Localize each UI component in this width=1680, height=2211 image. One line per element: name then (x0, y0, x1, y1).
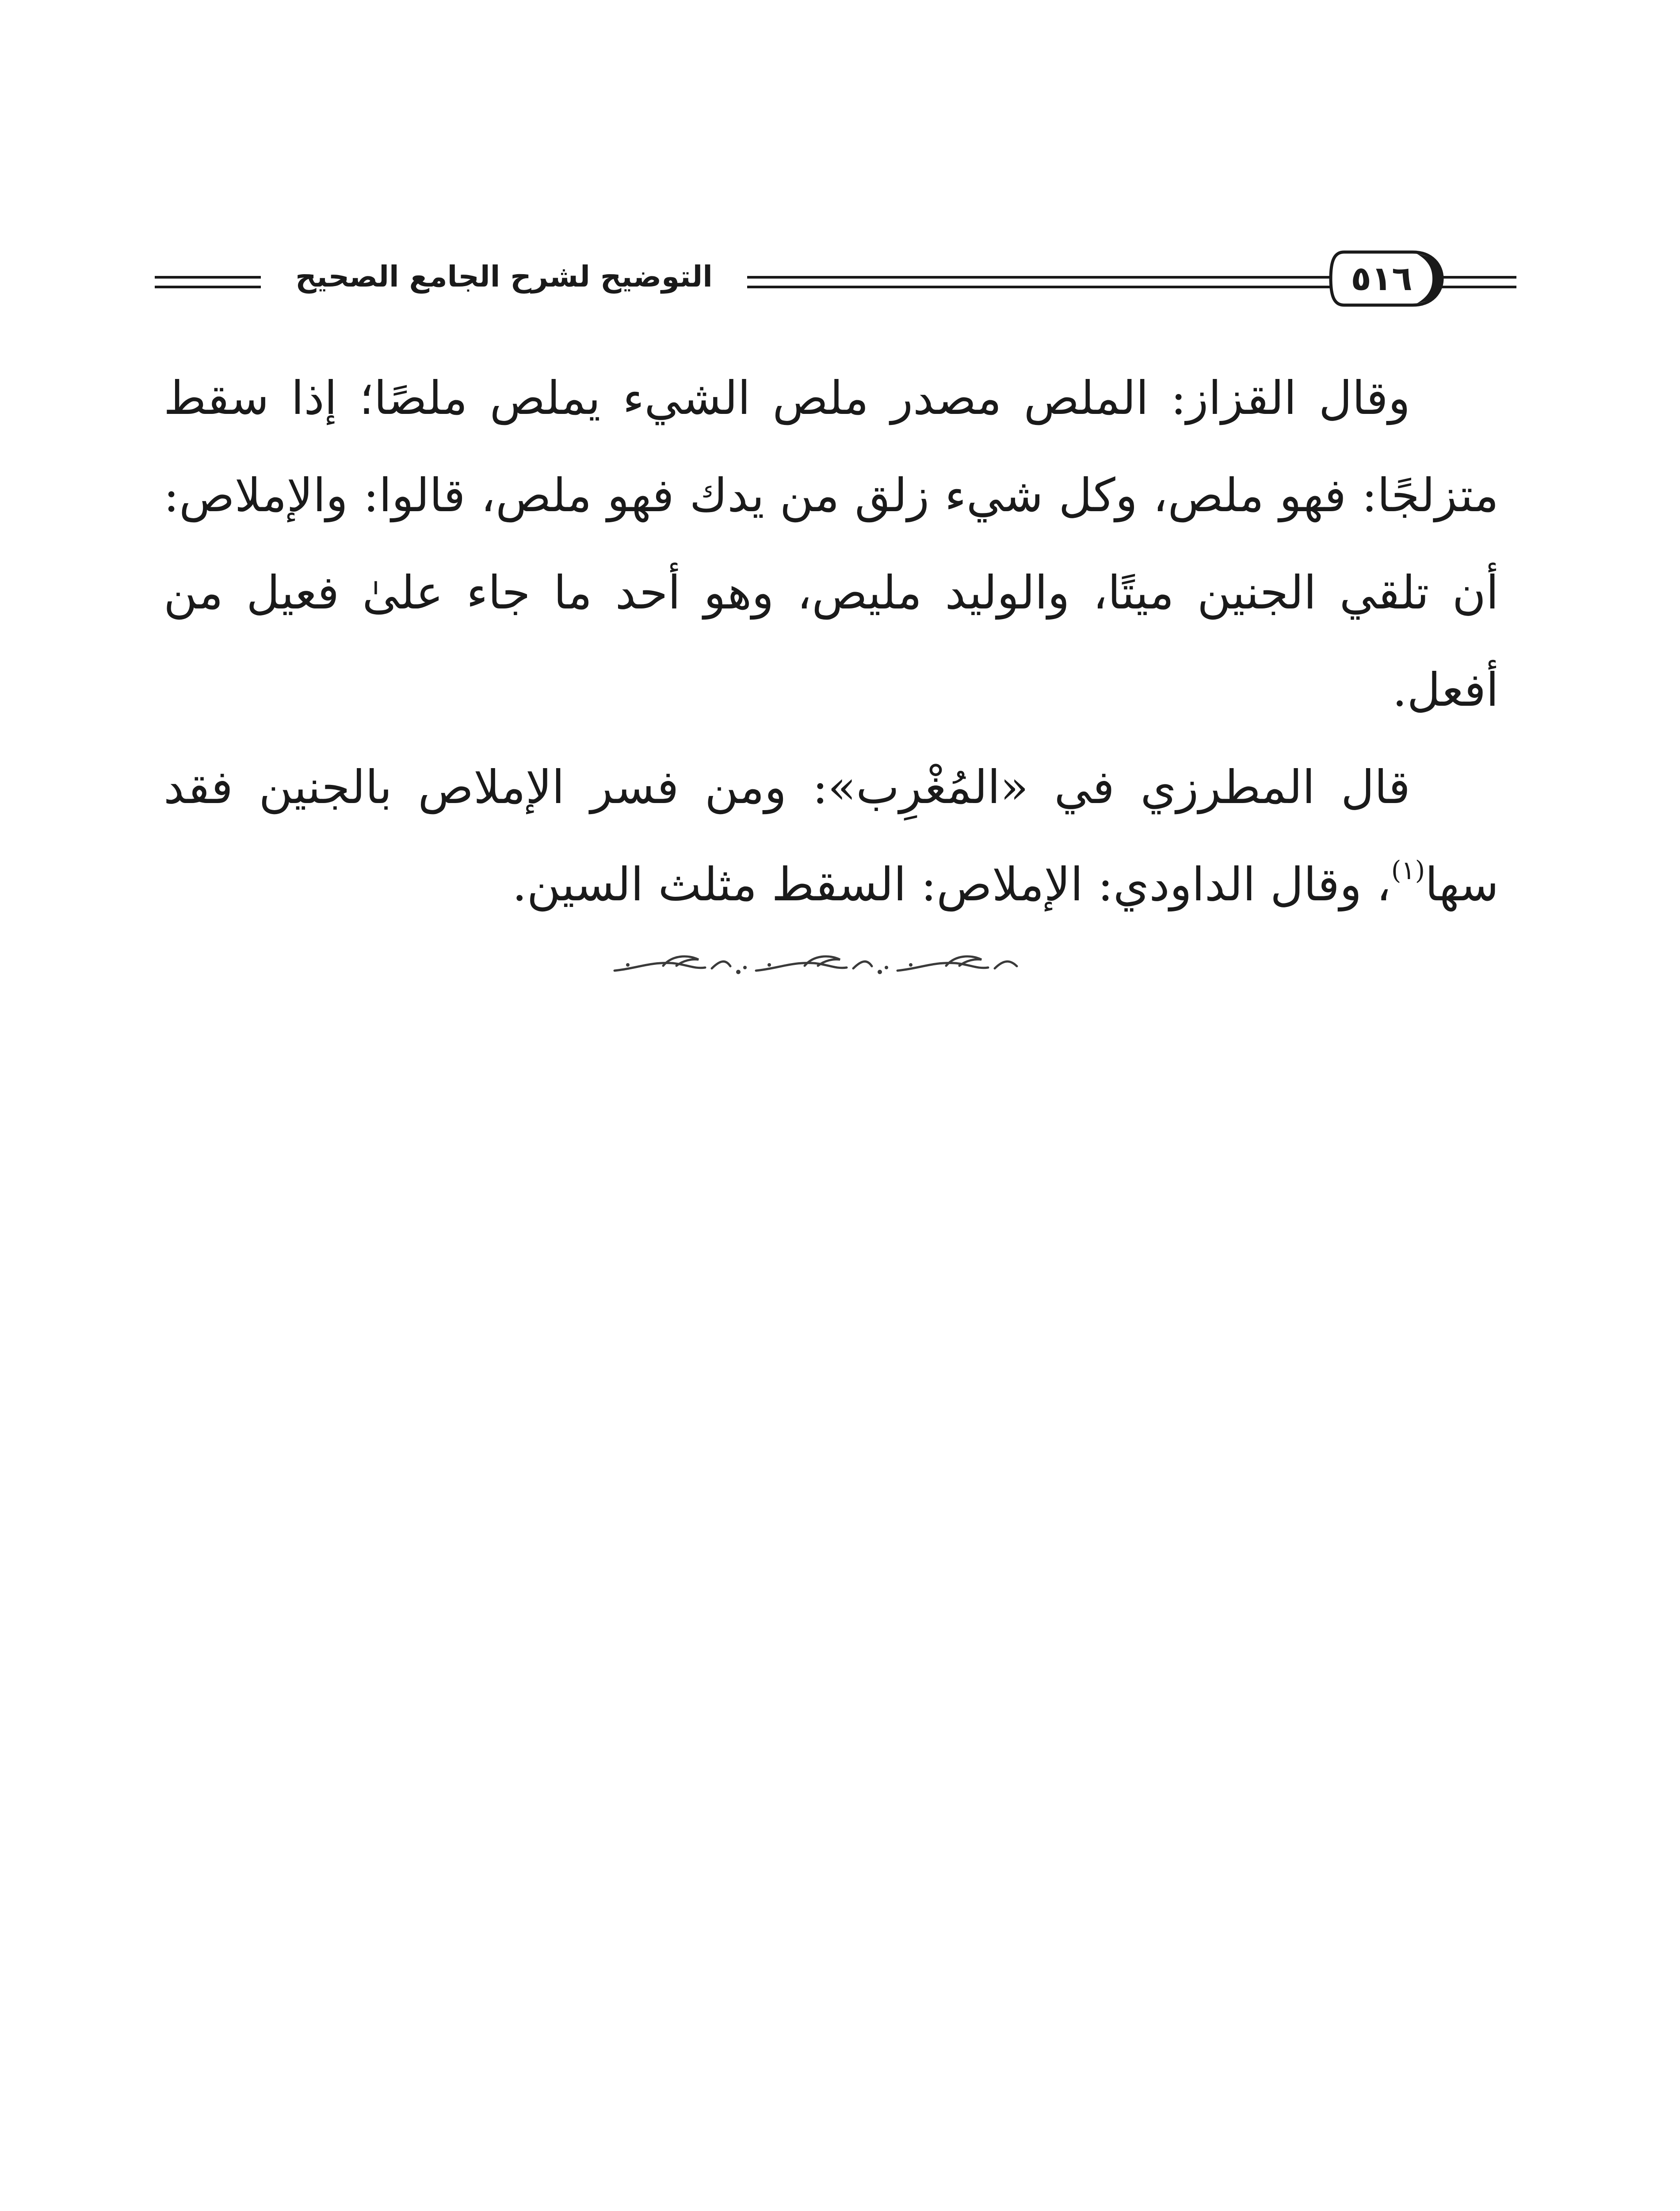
running-header (155, 230, 1516, 336)
header-rule-middle (747, 276, 1331, 279)
running-title: التوضيح لشرح الجامع الصحيح (295, 260, 713, 294)
paragraph-2-text-after: ، وقال الداودي: الإملاص: السقط مثلث السين. (512, 857, 1391, 911)
header-rule-right (1441, 276, 1516, 279)
paragraph-1: وقال القزاز: الملص مصدر ملص الشيء يملص ملصًا؛ إذا سقط متزلجًا: فهو ملص، وكل شيء زلق من يدك فهو ملص، قالوا: والإملاص: أن تلقي الجنين ميتًا، والوليد مليص، وهو أحد ما جاء علىٰ فعيل من أفعل. (164, 371, 1499, 717)
page-number: ٥١٦ (1351, 259, 1413, 298)
section-ornament-icon (610, 946, 1026, 982)
header-rule-left (155, 276, 261, 279)
page-number-badge (1326, 239, 1450, 318)
paragraph-2-text-before: قال المطرزي في «المُغْرِب»: ومن فسر الإملاص بالجنين فقد سها (164, 760, 1499, 911)
main-text (164, 349, 1499, 933)
footnote-reference: (١) (1391, 855, 1425, 885)
paragraph-2 (164, 738, 1499, 933)
